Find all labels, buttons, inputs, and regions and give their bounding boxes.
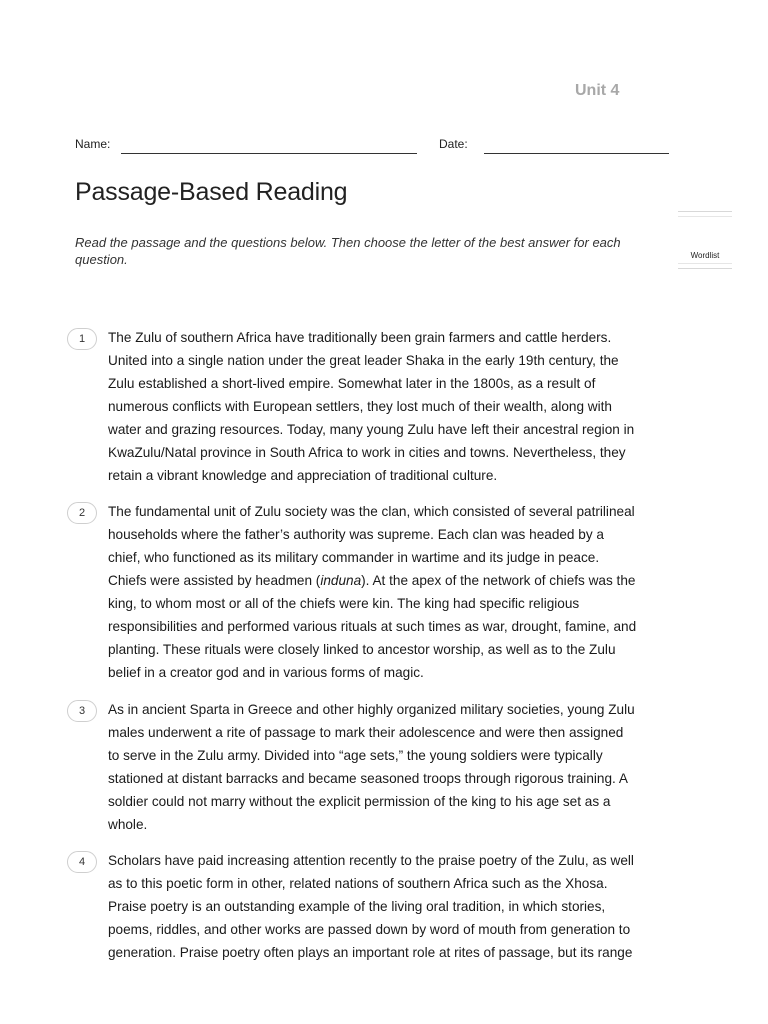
unit-label: Unit 4 <box>575 82 620 99</box>
page-title: Passage-Based Reading <box>75 178 348 206</box>
paragraph-line: males underwent a rite of passage to mark their adolescence and were then assigned <box>108 725 624 740</box>
paragraph-line: as to this poetic form in other, related nations of southern Africa such as the Xhosa. <box>108 876 608 891</box>
paragraph-line: planting. These rituals were closely linked to ancestor worship, as well as to the Zulu <box>108 642 616 657</box>
wordlist-tab[interactable] <box>678 211 732 269</box>
paragraph-line: king, to whom most or all of the chiefs were kin. The king had specific religious <box>108 596 580 611</box>
paragraph-line: households where the father’s authority was supreme. Each clan was headed by a <box>108 527 604 542</box>
paragraph-text <box>108 500 661 684</box>
paragraph-line: responsibilities and performed various rituals at such times as war, drought, famine, and <box>108 619 637 634</box>
paragraph-line: numerous conflicts with European settlers, they lost much of their wealth, along with <box>108 399 612 414</box>
paragraph-line: Zulu established a short-lived empire. Somewhat later in the 1800s, as a result of <box>108 376 596 391</box>
paragraph-number: 1 <box>67 328 97 350</box>
paragraph-line: belief in a creator god and in various forms of magic. <box>108 665 424 680</box>
wordlist-label: Wordlist <box>690 251 720 260</box>
instructions-line: question. <box>75 252 128 267</box>
term-induna: induna <box>320 573 362 588</box>
paragraph-text <box>108 849 661 964</box>
paragraph-line: KwaZulu/Natal province in South Africa to work in cities and towns. Nevertheless, they <box>108 445 626 460</box>
paragraph-line: generation. Praise poetry often plays an important role at rites of passage, but its range <box>108 945 633 960</box>
date-label: Date: <box>439 137 468 151</box>
paragraph-line: Praise poetry is an outstanding example of the living oral tradition, in which stories, <box>108 899 606 914</box>
name-label: Name: <box>75 137 111 151</box>
date-field[interactable] <box>484 153 669 154</box>
paragraph-line: United into a single nation under the great leader Shaka in the early 19th century, the <box>108 353 619 368</box>
paragraph-line: As in ancient Sparta in Greece and other highly organized military societies, young Zulu <box>108 702 635 717</box>
paragraph-line: Chiefs were assisted by headmen (induna). At the apex of the network of chiefs was the <box>108 573 636 588</box>
paragraph-line: poems, riddles, and other works are passed down by word of mouth from generation to <box>108 922 631 937</box>
paragraph-line: The fundamental unit of Zulu society was the clan, which consisted of several patrilineal <box>108 504 635 519</box>
paragraph-line: whole. <box>108 817 148 832</box>
paragraph-line: chief, who functioned as its military commander in wartime and its judge in peace. <box>108 550 600 565</box>
paragraph-number: 4 <box>67 851 97 873</box>
instructions-line: Read the passage and the questions below. Then choose the letter of the best answer for each <box>75 235 621 250</box>
paragraph-text <box>108 326 661 487</box>
paragraph-text <box>108 698 661 836</box>
name-field[interactable] <box>121 153 417 154</box>
paragraph-line: water and grazing resources. Today, many young Zulu have left their ancestral region in <box>108 422 635 437</box>
paragraph-number: 2 <box>67 502 97 524</box>
paragraph-line: stationed at distant barracks and became seasoned troops through rigorous training. A <box>108 771 628 786</box>
instructions <box>75 234 660 268</box>
paragraph-line: Scholars have paid increasing attention recently to the praise poetry of the Zulu, as well <box>108 853 634 868</box>
paragraph-line: retain a vibrant knowledge and appreciation of traditional culture. <box>108 468 498 483</box>
paragraph-line: to serve in the Zulu army. Divided into “age sets,” the young soldiers were typically <box>108 748 603 763</box>
paragraph-line: soldier could not marry without the explicit permission of the king to his age set as a <box>108 794 611 809</box>
paragraph-line: The Zulu of southern Africa have traditionally been grain farmers and cattle herders. <box>108 330 612 345</box>
paragraph-number: 3 <box>67 700 97 722</box>
